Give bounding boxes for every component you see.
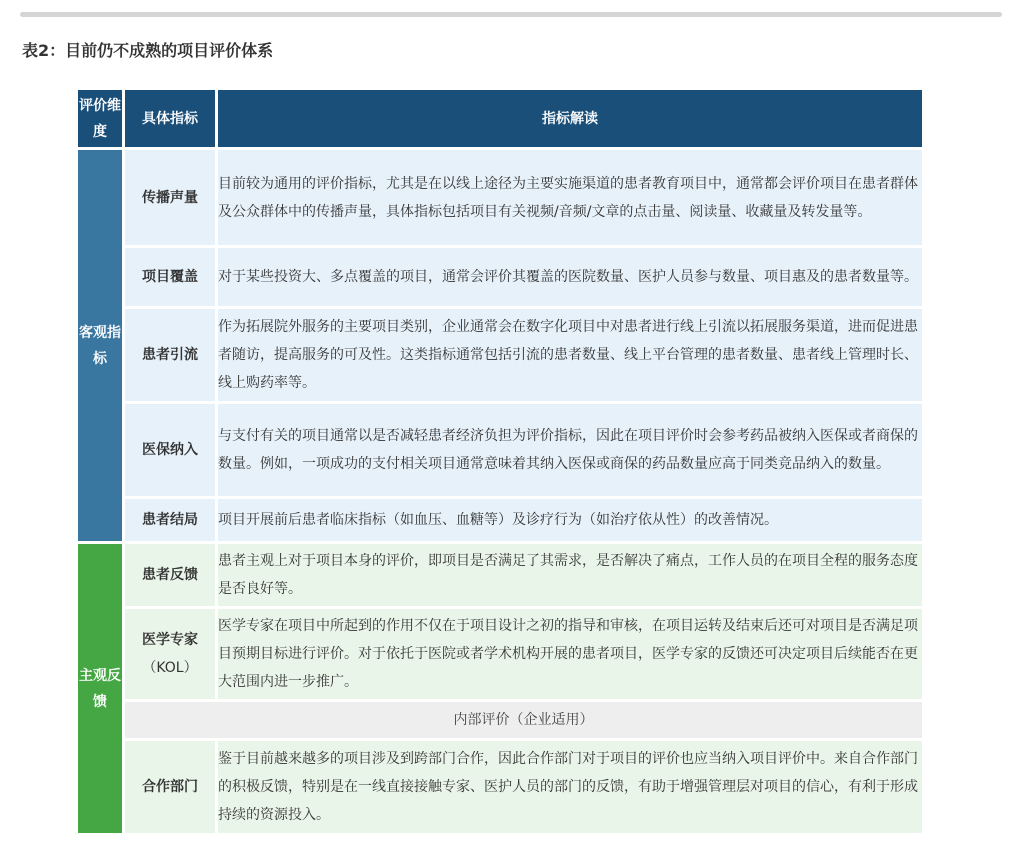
indicator-cell: 患者反馈 (125, 544, 215, 606)
top-divider-bar (20, 12, 1002, 17)
header-dimension: 评价维度 (78, 90, 122, 147)
indicator-cell: 项目覆盖 (125, 248, 215, 306)
indicator-cell: 患者结局 (125, 499, 215, 541)
internal-evaluation-label: 内部评价（企业适用） (125, 702, 922, 738)
indicator-cell: 合作部门 (125, 741, 215, 833)
table-row (78, 309, 922, 401)
description-cell: 作为拓展院外服务的主要项目类别，企业通常会在数字化项目中对患者进行线上引流以拓展服务渠道，进而促进患者随访，提高服务的可及性。这类指标通常包括引流的患者数量、线上平台管理的患者数量、患者线上管理时长、线上购药率等。 (218, 309, 922, 401)
indicator-cell: 医保纳入 (125, 404, 215, 496)
header-interpretation: 指标解读 (218, 90, 922, 147)
table-row (78, 248, 922, 306)
table-row (78, 741, 922, 833)
evaluation-table (75, 87, 925, 836)
dimension-objective: 客观指标 (78, 150, 122, 541)
dimension-subjective: 主观反馈 (78, 544, 122, 833)
table-row (78, 702, 922, 738)
indicator-cell: 传播声量 (125, 150, 215, 245)
indicator-cell (125, 609, 215, 699)
table-row (78, 404, 922, 496)
description-cell: 目前较为通用的评价指标，尤其是在以线上途径为主要实施渠道的患者教育项目中，通常都会评价项目在患者群体及公众群体中的传播声量，具体指标包括项目有关视频/音频/文章的点击量、阅读量、收藏量及转发量等。 (218, 150, 922, 245)
description-cell: 患者主观上对于项目本身的评价，即项目是否满足了其需求，是否解决了痛点，工作人员的在项目全程的服务态度是否良好等。 (218, 544, 922, 606)
table-header-row (78, 90, 922, 147)
table-row (78, 544, 922, 606)
description-cell: 对于某些投资大、多点覆盖的项目，通常会评价其覆盖的医院数量、医护人员参与数量、项目惠及的患者数量等。 (218, 248, 922, 306)
description-cell: 医学专家在项目中所起到的作用不仅在于项目设计之初的指导和审核，在项目运转及结束后还可对项目是否满足项目预期目标进行评价。对于依托于医院或者学术机构开展的患者项目，医学专家的反馈还可决定项目后续能否在更大范围内进一步推广。 (218, 609, 922, 699)
indicator-sublabel: （KOL） (142, 660, 198, 676)
table-row (78, 499, 922, 541)
description-cell: 项目开展前后患者临床指标（如血压、血糖等）及诊疗行为（如治疗依从性）的改善情况。 (218, 499, 922, 541)
indicator-label: 医学专家 (142, 632, 198, 648)
indicator-cell: 患者引流 (125, 309, 215, 401)
header-indicator: 具体指标 (125, 90, 215, 147)
description-cell: 鉴于目前越来越多的项目涉及到跨部门合作，因此合作部门对于项目的评价也应当纳入项目评价中。来自合作部门的积极反馈，特别是在一线直接接触专家、医护人员的部门的反馈，有助于增强管理层对项目的信心，有利于形成持续的资源投入。 (218, 741, 922, 833)
table-title: 表2：目前仍不成熟的项目评价体系 (22, 41, 274, 60)
table-row (78, 609, 922, 699)
table-row (78, 150, 922, 245)
description-cell: 与支付有关的项目通常以是否减轻患者经济负担为评价指标，因此在项目评价时会参考药品被纳入医保或者商保的数量。例如，一项成功的支付相关项目通常意味着其纳入医保或商保的药品数量应高于同类竞品纳入的数量。 (218, 404, 922, 496)
